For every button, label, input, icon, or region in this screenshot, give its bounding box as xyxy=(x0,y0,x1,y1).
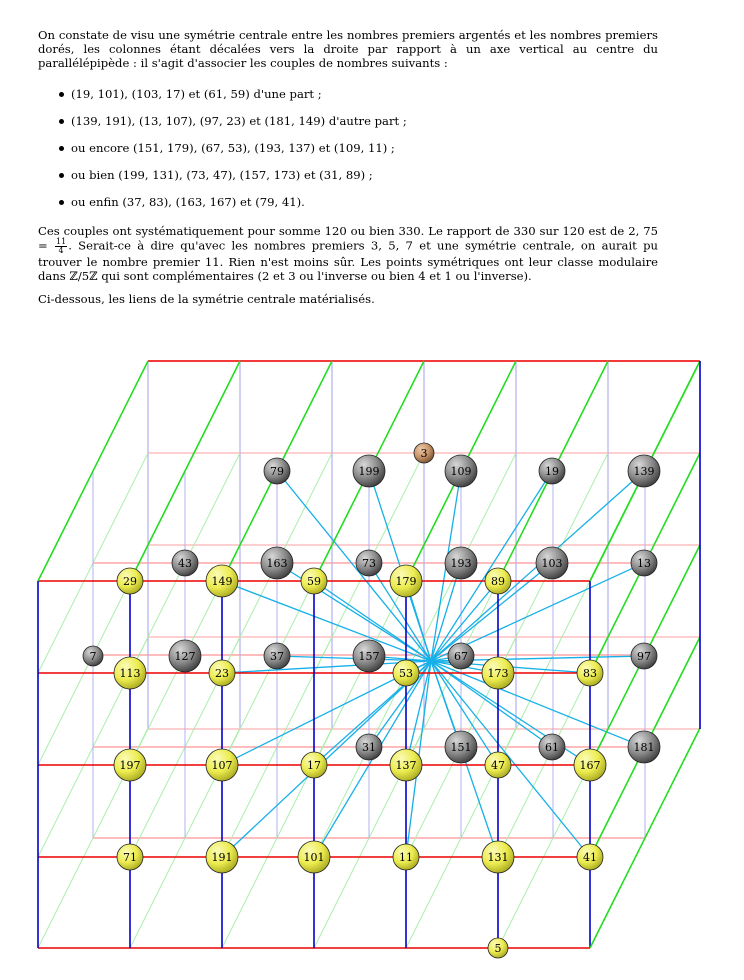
prime-ball-61 xyxy=(539,734,565,760)
prime-ball-53 xyxy=(393,660,419,686)
prime-ball-13 xyxy=(631,550,657,576)
ball-label: 37 xyxy=(270,650,284,663)
ball-label: 181 xyxy=(633,741,655,754)
ball-label: 19 xyxy=(545,465,559,478)
prime-lattice-figure xyxy=(0,350,744,980)
ball-label: 167 xyxy=(579,759,601,772)
ball-label: 5 xyxy=(494,942,502,955)
prime-ball-89 xyxy=(485,568,511,594)
prime-ball-41 xyxy=(577,844,603,870)
ball-label: 59 xyxy=(307,575,321,588)
prime-ball-101 xyxy=(298,841,330,873)
ball-label: 61 xyxy=(545,741,559,754)
prime-ball-199 xyxy=(353,455,385,487)
ball-label: 3 xyxy=(420,447,428,460)
ball-label: 67 xyxy=(454,650,468,663)
ball-label: 79 xyxy=(270,465,284,478)
ball-label: 149 xyxy=(211,575,233,588)
ball-label: 173 xyxy=(487,667,509,680)
prime-ball-31 xyxy=(356,734,382,760)
prime-ball-163 xyxy=(261,547,293,579)
document-text xyxy=(38,28,658,315)
prime-ball-23 xyxy=(209,660,235,686)
ball-label: 107 xyxy=(211,759,233,772)
prime-ball-79 xyxy=(264,458,290,484)
ball-label: 43 xyxy=(178,557,192,570)
sum-paragraph xyxy=(38,224,658,284)
fraction xyxy=(55,238,67,255)
prime-ball-29 xyxy=(117,568,143,594)
intro-paragraph: On constate de visu une symétrie centrale entre les nombres premiers argentés et les nombres premiers dorés, les colonnes étant décalées vers la droite par rapport à un axe vertical au centre du parallélépipède : il s'agit d'associer les couples de nombres suivants : xyxy=(38,28,658,71)
ball-label: 71 xyxy=(123,851,137,864)
ball-label: 163 xyxy=(266,557,288,570)
ball-label: 139 xyxy=(633,465,655,478)
prime-ball-7 xyxy=(83,646,103,666)
ball-label: 113 xyxy=(119,667,141,680)
list-item: ou bien (199, 131), (73, 47), (157, 173) et (31, 89) ; xyxy=(38,168,658,182)
ball-label: 47 xyxy=(491,759,505,772)
prime-ball-131 xyxy=(482,841,514,873)
prime-ball-139 xyxy=(628,455,660,487)
prime-ball-5 xyxy=(488,938,508,958)
prime-ball-3 xyxy=(414,443,434,463)
sum-text-2: . Serait-ce à dire qu'avec les nombres premiers 3, 5, 7 et une symétrie centrale, on aurait pu trouver le nombre premier 11. Rien n'est moins sûr. Les points symétriques ont leur classe modulaire dans ℤ/5ℤ qui sont complémentaires (2 et 3 ou l'inverse ou bien 4 et 1 ou l'inverse). xyxy=(38,238,658,284)
prime-ball-197 xyxy=(114,749,146,781)
prime-ball-113 xyxy=(114,657,146,689)
prime-ball-149 xyxy=(206,565,238,597)
prime-ball-127 xyxy=(169,640,201,672)
list-item: ou enfin (37, 83), (163, 167) et (79, 41). xyxy=(38,195,658,209)
list-item: ou encore (151, 179), (67, 53), (193, 137) et (109, 11) ; xyxy=(38,141,658,155)
list-item: (139, 191), (13, 107), (97, 23) et (181, 149) d'autre part ; xyxy=(38,114,658,128)
prime-ball-71 xyxy=(117,844,143,870)
ball-label: 101 xyxy=(303,851,325,864)
prime-ball-97 xyxy=(631,643,657,669)
prime-ball-83 xyxy=(577,660,603,686)
ball-label: 23 xyxy=(215,667,229,680)
fraction-denominator: 4 xyxy=(58,245,64,255)
prime-ball-181 xyxy=(628,731,660,763)
ball-label: 197 xyxy=(119,759,141,772)
prime-ball-179 xyxy=(390,565,422,597)
fraction-numerator: 11 xyxy=(56,236,67,246)
ball-label: 31 xyxy=(362,741,376,754)
ball-label: 11 xyxy=(399,851,413,864)
prime-ball-73 xyxy=(356,550,382,576)
ball-label: 29 xyxy=(123,575,137,588)
ball-label: 17 xyxy=(307,759,321,772)
prime-ball-157 xyxy=(353,640,385,672)
ball-label: 53 xyxy=(399,667,413,680)
ball-label: 127 xyxy=(174,650,196,663)
prime-ball-151 xyxy=(445,731,477,763)
ball-label: 7 xyxy=(89,650,97,663)
ball-label: 83 xyxy=(583,667,597,680)
caption-paragraph: Ci-dessous, les liens de la symétrie centrale matérialisés. xyxy=(38,292,375,307)
prime-balls xyxy=(83,443,660,958)
prime-ball-109 xyxy=(445,455,477,487)
ball-label: 191 xyxy=(211,851,233,864)
prime-ball-17 xyxy=(301,752,327,778)
pairs-list xyxy=(38,87,658,210)
ball-label: 151 xyxy=(450,741,472,754)
ball-label: 73 xyxy=(362,557,376,570)
prime-ball-137 xyxy=(390,749,422,781)
prime-ball-59 xyxy=(301,568,327,594)
ball-label: 131 xyxy=(487,851,509,864)
list-item: (19, 101), (103, 17) et (61, 59) d'une part ; xyxy=(38,87,658,101)
ball-label: 137 xyxy=(395,759,417,772)
prime-ball-167 xyxy=(574,749,606,781)
prime-ball-67 xyxy=(448,643,474,669)
prime-ball-19 xyxy=(539,458,565,484)
ball-label: 179 xyxy=(395,575,417,588)
ball-label: 13 xyxy=(637,557,651,570)
ball-label: 97 xyxy=(637,650,651,663)
prime-ball-37 xyxy=(264,643,290,669)
ball-label: 193 xyxy=(450,557,472,570)
prime-ball-191 xyxy=(206,841,238,873)
sum-text-1: Ces couples ont systématiquement pour somme 120 ou bien 330. Le rapport de 330 sur 120 est de 2, 75 = xyxy=(38,223,658,253)
prime-ball-47 xyxy=(485,752,511,778)
prime-ball-11 xyxy=(393,844,419,870)
prime-ball-107 xyxy=(206,749,238,781)
ball-label: 109 xyxy=(450,465,472,478)
ball-label: 89 xyxy=(491,575,505,588)
ball-label: 41 xyxy=(583,851,597,864)
prime-ball-43 xyxy=(172,550,198,576)
prime-ball-193 xyxy=(445,547,477,579)
ball-label: 157 xyxy=(358,650,380,663)
prime-ball-173 xyxy=(482,657,514,689)
ball-label: 199 xyxy=(358,465,380,478)
prime-ball-103 xyxy=(536,547,568,579)
ball-label: 103 xyxy=(541,557,563,570)
